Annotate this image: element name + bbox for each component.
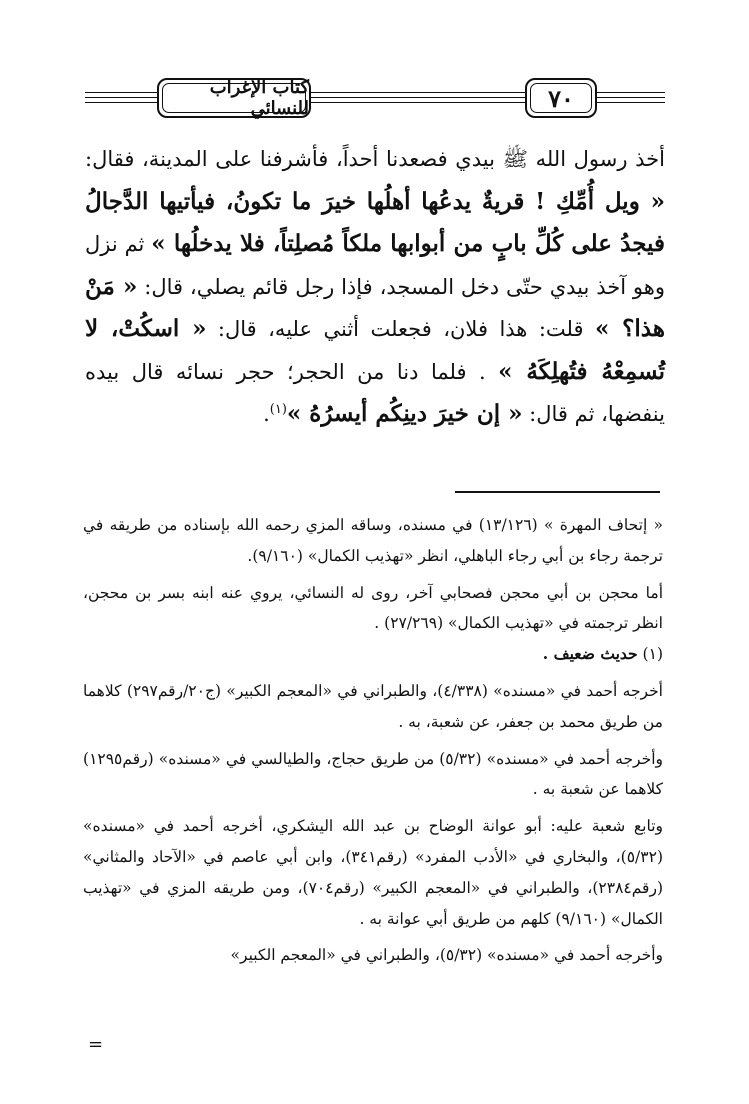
main-text — [85, 138, 665, 436]
footnote-line: وتابع شعبة عليه: أبو عوانة الوضاح بن عبد الله اليشكري، أخرجه أحمد في «مسنده» (٥/٣٢)، والبخاري في «الأدب المفرد» (رقم٣٤١)، وابن أبي عاصم في «الآحاد والمثاني» (رقم٢٣٨٤)، والطبراني في «المعجم الكبير» (رقم٧٠٤)، ومن طريقه المزي في «تهذيب الكمال» (٩/١٦٠) كلهم من طريق أبي عوانة به . — [83, 817, 663, 928]
page-number: ٧٠ — [525, 78, 597, 118]
footnote-number: (١) — [642, 645, 663, 664]
footnote-line: « إتحاف المهرة » (١٣/١٢٦) في مسنده، وساقه المزي رحمه الله بإسناده من طريقه في ترجمة رجاء بن أبي رجاء الباهلي، انظر «تهذيب الكمال» (٩/١٦٠). — [83, 516, 664, 565]
narrative-text: أخذ رسول الله ﷺ بيدي فصعدنا أحداً، فأشرفنا على المدينة، فقال: — [85, 147, 665, 171]
hadith-quote: « اسكُتْ، لا تُسمِعْهُ فتُهلِكَهُ » — [85, 315, 665, 385]
page-header — [85, 72, 665, 122]
footnote-reference[interactable]: (١) — [269, 402, 287, 417]
footnote-line: وأخرجه أحمد في «مسنده» (٥/٣٢) من طريق حجاج، والطيالسي في «مسنده» (رقم١٢٩٥) كلاهما عن شعبة به . — [83, 749, 663, 799]
hadith-quote: « مَنْ هذا؟ » — [85, 272, 665, 342]
narrative-text: قلت: هذا فلان، فجعلت أثني عليه، قال: — [217, 317, 584, 341]
narrative-text: ثم نزل وهو آخذ بيدي حتّى دخل المسجد، فإذا رجل قائم يصلي، قال: — [85, 232, 665, 299]
footnote-separator — [455, 491, 660, 493]
continuation-mark: = — [88, 1034, 104, 1055]
hadith-quote: « ويل أُمِّكِ ! قريةٌ يدعُها أهلُها خيرَ ما تكونُ، فيأتيها الدَّجالُ فيجدُ على كُلِّ بابٍ من أبوابها ملكاً مُصلِتاً، فلا يدخلُها » — [85, 187, 665, 257]
footnote-line: أخرجه أحمد في «مسنده» (٤/٣٣٨)، والطبراني في «المعجم الكبير» (ج٢٠/رقم٢٩٧) كلاهما من طريق محمد بن جعفر، عن شعبة، به . — [83, 681, 663, 731]
narrative-text: . فلما دنا من الحجر؛ حجر نسائه قال بيده ينفضها، ثم قال: — [85, 359, 665, 426]
end-mark: . — [263, 402, 270, 426]
hadith-quote: « إن خيرَ دينِكُم أيسرُهُ » — [286, 400, 523, 427]
footnote-line: أما محجن بن أبي محجن فصحابي آخر، روى له النسائي، يروي عنه ابنه بسر بن محجن، انظر ترجمته في «تهذيب الكمال» (٢٧/٢٦٩) . — [83, 583, 663, 633]
footnote-line: وأخرجه أحمد في «مسنده» (٥/٣٢)، والطبراني في «المعجم الكبير» — [230, 946, 663, 965]
grading-label: حديث ضعيف . — [542, 644, 638, 664]
footnote-heading — [83, 639, 663, 670]
main-paragraph — [85, 138, 665, 436]
book-title: كتاب الإغراب للنسائي — [157, 78, 311, 118]
footnotes — [83, 510, 663, 971]
